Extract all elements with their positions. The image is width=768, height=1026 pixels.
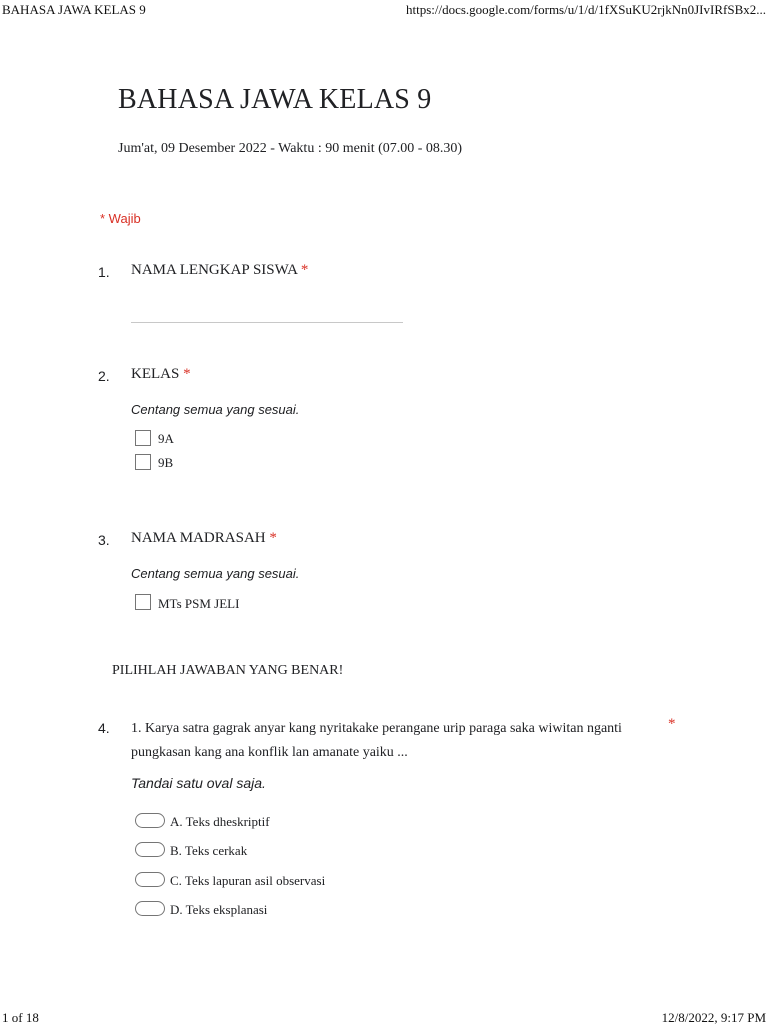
question-2-hint: Centang semua yang sesuai. xyxy=(131,402,300,417)
required-star: * xyxy=(668,716,676,732)
radio-oval-a[interactable] xyxy=(135,813,165,828)
option-label-9b: 9B xyxy=(158,455,174,470)
radio-oval-b[interactable] xyxy=(135,842,165,857)
page-number: 1 of 18 xyxy=(2,1010,39,1025)
question-3-label: NAMA MADRASAH xyxy=(131,530,266,546)
option-label-b: B. Teks cerkak xyxy=(170,843,248,858)
required-star: * xyxy=(300,262,309,278)
question-2-title xyxy=(131,366,191,383)
question-3-number: 3. xyxy=(98,532,110,548)
question-2-label: KELAS xyxy=(131,366,180,382)
radio-oval-d[interactable] xyxy=(135,901,165,916)
question-3-title xyxy=(131,530,277,547)
print-header-title: BAHASA JAWA KELAS 9 xyxy=(2,2,146,17)
option-label-a: A. Teks dheskriptif xyxy=(170,814,270,829)
option-label-mts-psm-jeli: MTs PSM JELI xyxy=(158,596,240,611)
option-label-9a: 9A xyxy=(158,431,174,446)
checkbox-9a[interactable] xyxy=(135,430,151,446)
radio-oval-c[interactable] xyxy=(135,872,165,887)
form-subtitle: Jum'at, 09 Desember 2022 - Waktu : 90 menit (07.00 - 08.30) xyxy=(118,141,463,156)
option-label-c: C. Teks lapuran asil observasi xyxy=(170,873,326,888)
question-1-title xyxy=(131,262,308,279)
checkbox-mts-psm-jeli[interactable] xyxy=(135,594,151,610)
required-star: * xyxy=(183,366,191,382)
checkbox-9b[interactable] xyxy=(135,454,151,470)
required-star: * xyxy=(269,530,277,546)
print-header-url: https://docs.google.com/forms/u/1/d/1fXSuKU2rjkNn0JIvIRfSBx2... xyxy=(405,2,766,17)
name-input-line[interactable] xyxy=(131,322,403,323)
option-label-d: D. Teks eksplanasi xyxy=(170,902,268,917)
question-4-text: 1. Karya satra gagrak anyar kang nyritakake perangane urip paraga saka wiwitan nganti pungkasan kang ana konflik lan amanate yaiku ... xyxy=(131,721,622,760)
question-1-number: 1. xyxy=(98,264,110,280)
print-datetime: 12/8/2022, 9:17 PM xyxy=(661,1010,766,1025)
section-heading: PILIHLAH JAWABAN YANG BENAR! xyxy=(112,663,344,678)
question-4-number: 4. xyxy=(98,720,110,736)
question-1-label: NAMA LENGKAP SISWA xyxy=(131,262,298,278)
question-2-number: 2. xyxy=(98,368,110,384)
question-4-hint: Tandai satu oval saja. xyxy=(131,775,266,791)
question-3-hint: Centang semua yang sesuai. xyxy=(131,566,300,581)
required-note: * Wajib xyxy=(100,211,141,226)
form-title: BAHASA JAWA KELAS 9 xyxy=(118,84,432,115)
